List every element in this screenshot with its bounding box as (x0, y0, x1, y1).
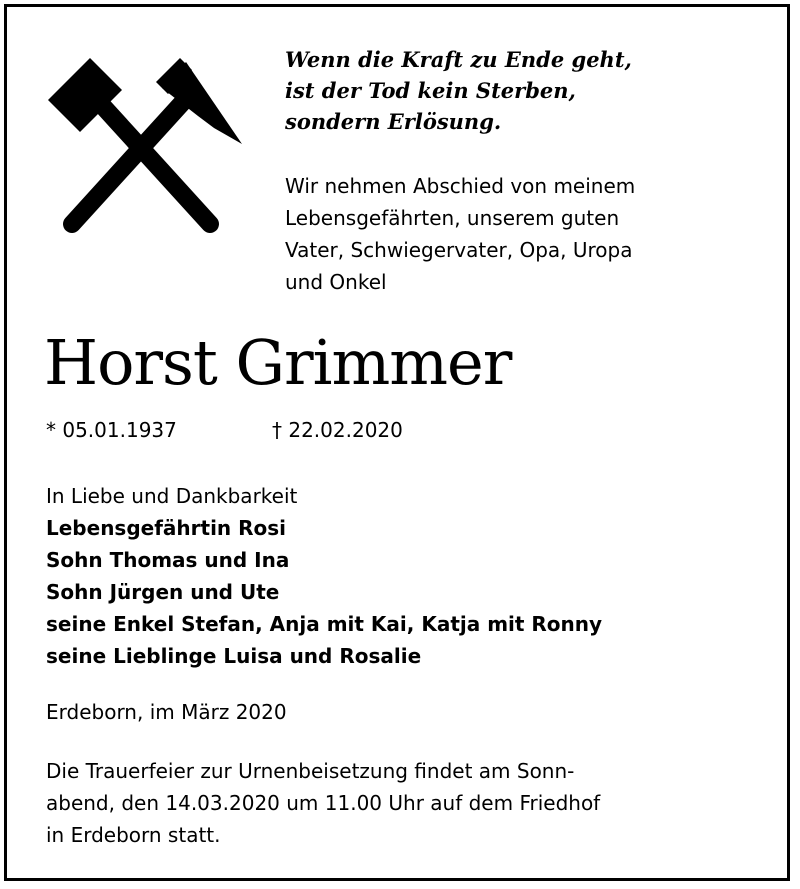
place-date: Erdeborn, im März 2020 (46, 700, 287, 724)
mourners-heading: In Liebe und Dankbarkeit (46, 484, 298, 508)
ceremony-info (46, 755, 600, 851)
life-dates (46, 415, 403, 445)
hammer-handle-right (90, 92, 210, 224)
crossed-hammers-icon (44, 52, 244, 238)
quote-line: ist der Tod kein Sterben, (285, 78, 576, 103)
ceremony-line: Die Trauerfeier zur Urnenbeisetzung findet am Sonn- (46, 759, 575, 783)
intro-line: Vater, Schwiegervater, Opa, Uropa (285, 238, 633, 262)
intro-line: und Onkel (285, 270, 387, 294)
mourner-entry: Sohn Thomas und Ina (46, 548, 290, 572)
mourners-list (46, 480, 602, 672)
mourner-entry: Sohn Jürgen und Ute (46, 580, 280, 604)
farewell-intro (285, 170, 635, 298)
birth-date: * 05.01.1937 (46, 418, 177, 442)
ceremony-line: in Erdeborn statt. (46, 823, 221, 847)
mourner-entry: Lebensgefährtin Rosi (46, 516, 287, 540)
intro-line: Lebensgefährten, unserem guten (285, 206, 620, 230)
mourner-entry: seine Enkel Stefan, Anja mit Kai, Katja mit Ronny (46, 612, 603, 636)
mourner-entry: seine Lieblinge Luisa und Rosalie (46, 644, 422, 668)
deceased-name: Horst Grimmer (44, 326, 512, 399)
ceremony-line: abend, den 14.03.2020 um 11.00 Uhr auf dem Friedhof (46, 791, 601, 815)
death-date: † 22.02.2020 (272, 418, 403, 442)
quote-line: sondern Erlösung. (285, 109, 502, 134)
intro-line: Wir nehmen Abschied von meinem (285, 174, 636, 198)
quote (285, 44, 632, 137)
quote-line: Wenn die Kraft zu Ende geht, (285, 47, 632, 72)
